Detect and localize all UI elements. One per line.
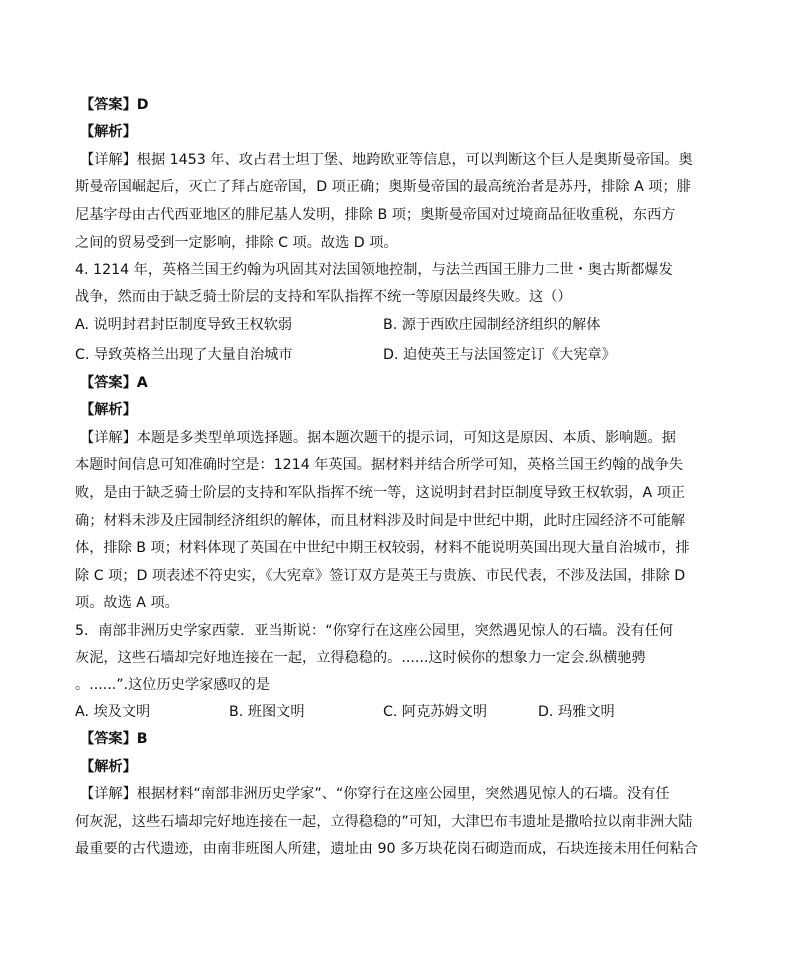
q5-detail-line: 最重要的古代遗迹，由南非班图人所建，遗址由 90 多万块花岗石砌造而成，石块连接未用任何粘合 <box>75 841 698 857</box>
q5-detail-line: 何灰泥，这些石墙却完好地连接在一起，立得稳稳的”可知，大津巴布韦遗址是撒哈拉以南非洲大陆 <box>75 814 693 830</box>
q5-stem-line: 5．南部非洲历史学家西蒙．亚当斯说：“你穿行在这座公园里，突然遇见惊人的石墙。没有任何 <box>75 623 674 639</box>
q4-detail-line: 【详解】本题是多类型单项选择题。据本题次题干的提示词，可知这是原因、本质、影响题。据 <box>80 430 676 446</box>
q4-stem-line: 4. 1214 年，英格兰国王约翰为巩固其对法国领地控制，与法兰西国王腓力二世・奥古斯都爆发 <box>75 262 673 278</box>
q4-detail-line: 败，是由于缺乏骑士阶层的支持和军队指挥不统一等，这说明封君封臣制度导致王权软弱，A 项正 <box>75 485 686 501</box>
q4-option-a: A. 说明封君封臣制度导致王权软弱 <box>75 317 293 333</box>
q4-detail-line: 确；材料未涉及庄园制经济组织的解体，而且材料涉及时间是中世纪中期，此时庄园经济不可能解 <box>75 513 686 529</box>
q4-option-d: D. 迫使英王与法国签定订《大宪章》 <box>383 347 616 363</box>
q3-detail-line: 之间的贸易受到一定影响，排除 C 项。故选 D 项。 <box>75 235 398 251</box>
q4-stem-line: 战争，然而由于缺乏骑士阶层的支持和军队指挥不统一等原因最终失败。这（） <box>75 289 572 305</box>
q4-detail-line: 项。故选 A 项。 <box>75 595 179 611</box>
q3-detail-line: 【详解】根据 1453 年、攻占君士坦丁堡、地跨欧亚等信息，可以判断这个巨人是奥斯曼帝国。奥 <box>80 152 693 168</box>
q3-analysis-label: 【解析】 <box>80 124 137 140</box>
q5-option-b: B. 班图文明 <box>229 704 305 720</box>
q3-answer: 【答案】D <box>80 97 149 113</box>
q5-stem-line: 。......”.这位历史学家感叹的是 <box>75 677 270 693</box>
q4-analysis-label: 【解析】 <box>80 402 137 418</box>
q4-option-c: C. 导致英格兰出现了大量自治城市 <box>75 347 293 363</box>
q4-option-b: B. 源于西欧庄园制经济组织的解体 <box>383 317 601 333</box>
q3-detail-line: 斯曼帝国崛起后，灭亡了拜占庭帝国，D 项正确；奥斯曼帝国的最高统治者是苏丹，排除 A 项；腓 <box>75 179 691 195</box>
q5-stem-line: 灰泥，这些石墙却完好地连接在一起，立得稳稳的。......这时候你的想象力一定会.纵横驰骋 <box>75 650 646 666</box>
q5-option-d: D. 玛雅文明 <box>538 704 615 720</box>
q4-answer: 【答案】A <box>80 375 148 391</box>
q4-detail-line: 体，排除 B 项；材料体现了英国在中世纪中期王权较弱，材料不能说明英国出现大量自治城市，排 <box>75 540 690 556</box>
q5-answer: 【答案】B <box>80 731 148 747</box>
q3-detail-line: 尼基字母由古代西亚地区的腓尼基人发明，排除 B 项；奥斯曼帝国对过境商品征收重税，东西方 <box>75 207 676 223</box>
q5-option-c: C. 阿克苏姆文明 <box>383 704 488 720</box>
q4-detail-line: 本题时间信息可知准确时空是：1214 年英国。据材料并结合所学可知，英格兰国王约翰的战争失 <box>75 457 684 473</box>
q5-detail-line: 【详解】根据材料“南部非洲历史学家”、“你穿行在这座公园里，突然遇见惊人的石墙。没有任 <box>80 786 670 802</box>
q5-analysis-label: 【解析】 <box>80 759 137 775</box>
q4-detail-line: 除 C 项；D 项表述不符史实，《大宪章》签订双方是英王与贵族、市民代表，不涉及法国，排除 D <box>75 568 686 584</box>
q5-option-a: A. 埃及文明 <box>75 704 151 720</box>
